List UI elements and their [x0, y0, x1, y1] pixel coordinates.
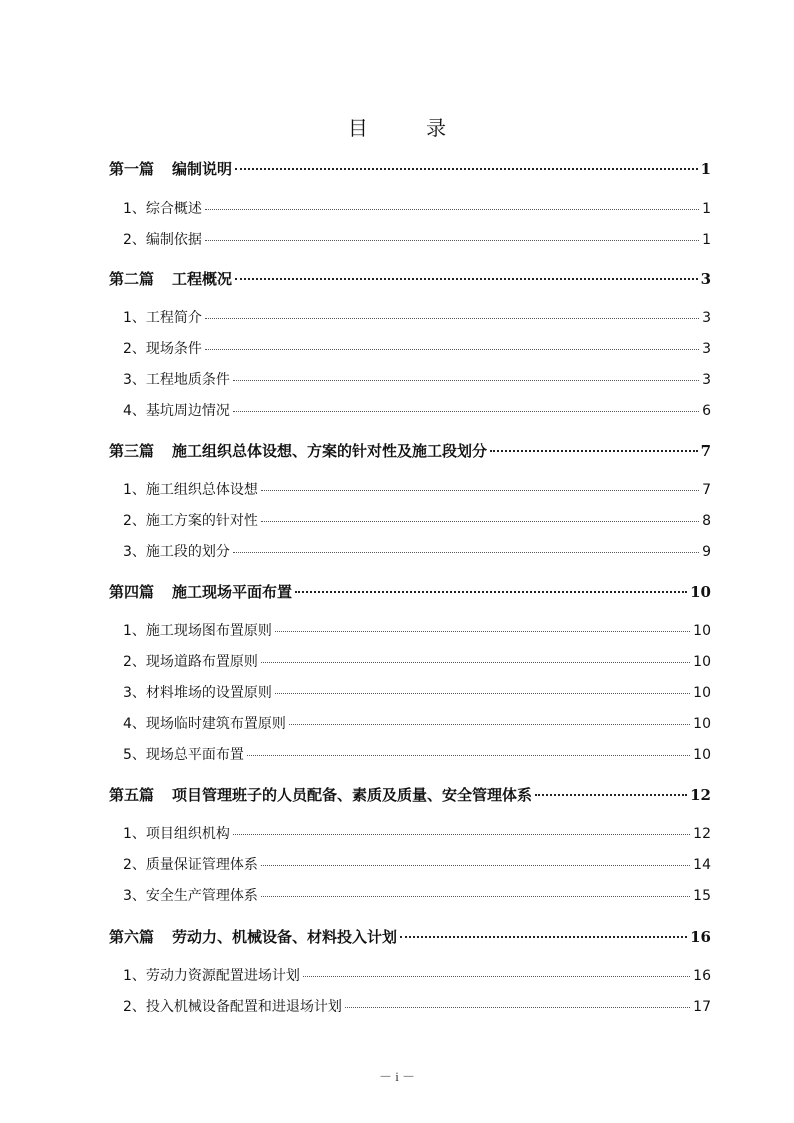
toc-section-entry[interactable] — [123, 400, 711, 420]
section-title: 4、基坑周边情况 — [123, 403, 230, 419]
dot-leader — [261, 662, 690, 663]
section-title: 2、编制依据 — [123, 232, 202, 248]
dot-leader — [233, 411, 699, 412]
section-title: 1、综合概述 — [123, 201, 202, 217]
page-number: 14 — [693, 857, 711, 873]
dot-leader — [233, 380, 699, 381]
dot-leader — [247, 755, 690, 756]
dot-leader — [345, 1007, 690, 1008]
page-number: 17 — [693, 999, 711, 1015]
page-number: 10 — [690, 583, 711, 601]
toc-section-entry[interactable] — [123, 682, 711, 702]
chapter-title: 施工现场平面布置 — [172, 583, 293, 601]
toc-title: 目 录 — [347, 116, 473, 140]
section-title: 2、现场条件 — [123, 341, 202, 357]
page-number: 15 — [693, 888, 711, 904]
page-number: 12 — [693, 826, 711, 842]
toc-section-entry[interactable] — [123, 369, 711, 389]
page-number: 10 — [693, 623, 711, 639]
toc-section-entry[interactable] — [123, 307, 711, 327]
page-number: 6 — [702, 403, 711, 419]
page-number: 1 — [700, 160, 711, 178]
dot-leader — [235, 168, 698, 170]
toc-chapter-entry[interactable] — [109, 440, 711, 461]
dot-leader — [303, 976, 690, 977]
toc-chapter-entry[interactable] — [109, 784, 711, 805]
page-number: 3 — [700, 270, 711, 288]
section-title: 3、安全生产管理体系 — [123, 888, 258, 904]
chapter-number: 第一篇 — [109, 160, 155, 178]
toc-section-entry[interactable] — [123, 338, 711, 358]
toc-section-entry[interactable] — [123, 854, 711, 874]
dot-leader — [535, 794, 687, 796]
toc-section-entry[interactable] — [123, 823, 711, 843]
dot-leader — [400, 936, 687, 938]
section-title: 2、投入机械设备配置和进退场计划 — [123, 999, 342, 1015]
dot-leader — [233, 834, 690, 835]
section-title: 1、施工组织总体设想 — [123, 482, 258, 498]
chapter-number: 第三篇 — [109, 442, 155, 460]
dot-leader — [261, 896, 690, 897]
section-title: 3、材料堆场的设置原则 — [123, 685, 272, 701]
toc-chapter-entry[interactable] — [109, 268, 711, 289]
toc-section-entry[interactable] — [123, 479, 711, 499]
page-number: 12 — [690, 786, 711, 804]
dot-leader — [205, 240, 699, 241]
page-number: 16 — [690, 928, 711, 946]
page-number: 3 — [702, 341, 711, 357]
section-title: 2、施工方案的针对性 — [123, 513, 258, 529]
chapter-number: 第六篇 — [109, 928, 155, 946]
toc-section-entry[interactable] — [123, 996, 711, 1016]
chapter-title: 工程概况 — [172, 270, 233, 288]
section-title: 2、质量保证管理体系 — [123, 857, 258, 873]
toc-section-entry[interactable] — [123, 713, 711, 733]
section-title: 4、现场临时建筑布置原则 — [123, 716, 286, 732]
toc-chapter-entry[interactable] — [109, 158, 711, 179]
section-title: 3、施工段的划分 — [123, 544, 230, 560]
page-number: 1 — [702, 201, 711, 217]
dot-leader — [275, 693, 690, 694]
toc-section-entry[interactable] — [123, 885, 711, 905]
page-number: 3 — [702, 310, 711, 326]
chapter-title: 项目管理班子的人员配备、素质及质量、安全管理体系 — [172, 786, 533, 804]
page-number: 3 — [702, 372, 711, 388]
toc-section-entry[interactable] — [123, 965, 711, 985]
toc-chapter-entry[interactable] — [109, 926, 711, 947]
dot-leader — [235, 278, 698, 280]
chapter-title: 编制说明 — [172, 160, 233, 178]
dot-leader — [261, 865, 690, 866]
page-number: 10 — [693, 716, 711, 732]
chapter-number: 第四篇 — [109, 583, 155, 601]
page-number: 10 — [693, 654, 711, 670]
page-number: 7 — [702, 482, 711, 498]
dot-leader — [261, 490, 699, 491]
toc-chapter-entry[interactable] — [109, 581, 711, 602]
section-title: 1、工程简介 — [123, 310, 202, 326]
dot-leader — [205, 318, 699, 319]
toc-section-entry[interactable] — [123, 510, 711, 530]
toc-section-entry[interactable] — [123, 651, 711, 671]
section-title: 1、项目组织机构 — [123, 826, 230, 842]
chapter-number: 第二篇 — [109, 270, 155, 288]
chapter-number: 第五篇 — [109, 786, 155, 804]
dot-leader — [490, 450, 698, 452]
chapter-title: 劳动力、机械设备、材料投入计划 — [172, 928, 398, 946]
toc-section-entry[interactable] — [123, 744, 711, 764]
page-number: 16 — [693, 968, 711, 984]
section-title: 1、施工现场图布置原则 — [123, 623, 272, 639]
toc-section-entry[interactable] — [123, 541, 711, 561]
dot-leader — [205, 349, 699, 350]
page-number: 10 — [693, 747, 711, 763]
section-title: 5、现场总平面布置 — [123, 747, 244, 763]
toc-section-entry[interactable] — [123, 620, 711, 640]
dot-leader — [205, 209, 699, 210]
chapter-title: 施工组织总体设想、方案的针对性及施工段划分 — [172, 442, 488, 460]
page-number: 8 — [702, 513, 711, 529]
dot-leader — [289, 724, 690, 725]
dot-leader — [295, 591, 687, 593]
page-number: 7 — [700, 442, 711, 460]
section-title: 1、劳动力资源配置进场计划 — [123, 968, 300, 984]
toc-section-entry[interactable] — [123, 198, 711, 218]
dot-leader — [233, 552, 699, 553]
section-title: 3、工程地质条件 — [123, 372, 230, 388]
toc-section-entry[interactable] — [123, 229, 711, 249]
dot-leader — [261, 521, 699, 522]
page-number: 10 — [693, 685, 711, 701]
dot-leader — [275, 631, 690, 632]
page-number: 9 — [702, 544, 711, 560]
page-number: 1 — [702, 232, 711, 248]
page-footer: － i － — [378, 1069, 416, 1084]
section-title: 2、现场道路布置原则 — [123, 654, 258, 670]
